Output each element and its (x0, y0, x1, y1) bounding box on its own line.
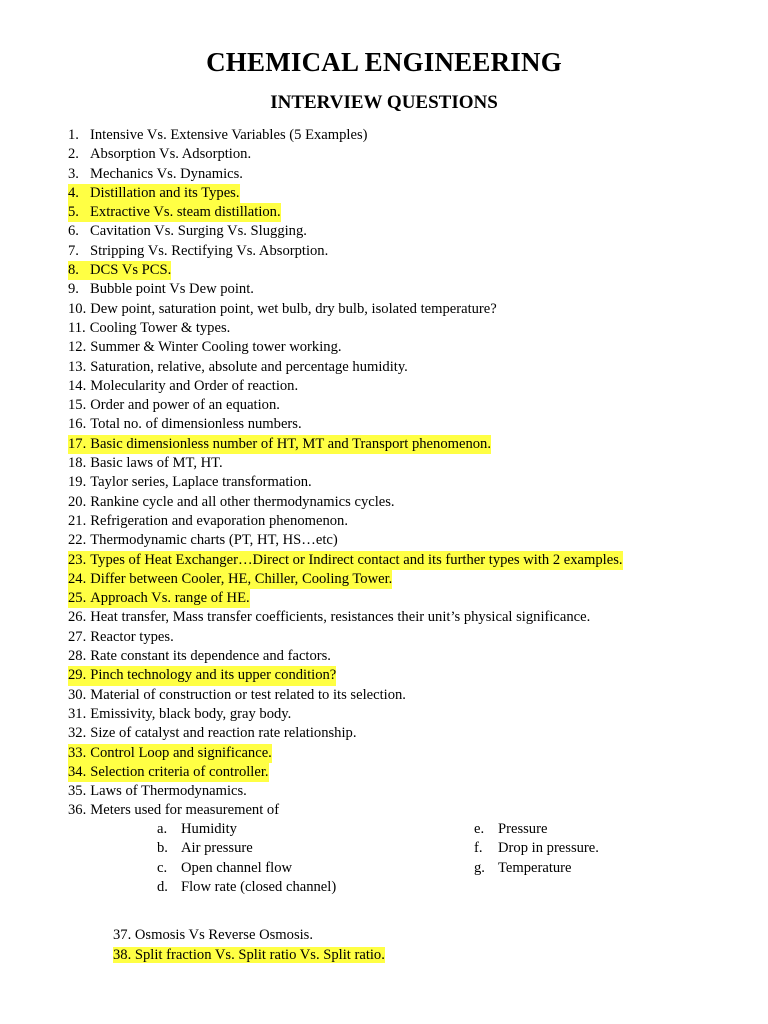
question-line (68, 300, 497, 319)
question-number: 24. (68, 570, 86, 589)
question-text: Control Loop and significance. (90, 744, 272, 761)
question-line (68, 338, 342, 357)
question-line (68, 589, 250, 608)
question-text: Dew point, saturation point, wet bulb, dry bulb, isolated temperature? (90, 300, 497, 317)
question-number: 26. (68, 609, 87, 626)
sublist-letter: g. (474, 859, 485, 876)
question-text: Thermodynamic charts (PT, HT, HS…etc) (90, 532, 338, 549)
question-line (68, 165, 243, 184)
sublist-item (474, 839, 599, 858)
question-number: 7. (68, 242, 79, 259)
question-number: 8. (68, 261, 90, 280)
question-text: Basic dimensionless number of HT, MT and Transport phenomenon. (90, 435, 492, 452)
question-line (68, 493, 395, 512)
question-line (68, 628, 174, 647)
question-text: Size of catalyst and reaction rate relationship. (90, 725, 357, 742)
sublist-letter: f. (474, 840, 483, 857)
question-text: Saturation, relative, absolute and percentage humidity. (90, 358, 408, 375)
question-line (68, 261, 171, 280)
question-text: Basic laws of MT, HT. (90, 455, 223, 472)
sublist-text: Air pressure (181, 840, 253, 857)
question-number: 6. (68, 223, 79, 240)
question-text: Molecularity and Order of reaction. (90, 377, 299, 394)
sublist-letter: e. (474, 821, 485, 837)
question-line (68, 145, 251, 164)
question-item (68, 512, 748, 531)
question-text: Refrigeration and evaporation phenomenon. (90, 512, 348, 529)
question-number: 34. (68, 763, 86, 782)
question-item (68, 242, 748, 261)
question-line (68, 551, 623, 570)
question-text: Emissivity, black body, gray body. (90, 705, 292, 722)
question-line (68, 280, 254, 299)
question-line (68, 358, 408, 377)
question-text: 37. Osmosis Vs Reverse Osmosis. (113, 927, 314, 943)
question-item (68, 473, 748, 492)
question-item (68, 222, 748, 241)
question-line (68, 184, 240, 203)
question-item (68, 165, 748, 184)
sublist-item (157, 839, 253, 858)
question-text: Order and power of an equation. (90, 397, 280, 414)
question-item (68, 184, 748, 203)
question-number: 35. (68, 783, 87, 800)
question-item (68, 570, 748, 589)
question-line (68, 512, 348, 531)
question-line (68, 782, 247, 801)
question-number: 9. (68, 281, 79, 298)
question-item (68, 666, 748, 685)
question-number: 20. (68, 493, 87, 510)
sublist-letter: c. (157, 859, 168, 876)
question-line (68, 801, 279, 820)
question-number: 3. (68, 165, 79, 182)
question-number: 33. (68, 744, 86, 763)
question-item (68, 724, 748, 743)
question-text: Taylor series, Laplace transformation. (90, 474, 312, 491)
question-item (68, 686, 748, 705)
question-number: 2. (68, 146, 79, 163)
question-number: 16. (68, 416, 87, 433)
question-number: 1. (68, 127, 79, 143)
question-line (68, 222, 307, 241)
question-number: 27. (68, 628, 87, 645)
sublist-item (157, 878, 336, 897)
question-line (68, 203, 281, 222)
question-item (68, 551, 748, 570)
question-item (68, 608, 748, 627)
sublist-letter: a. (157, 821, 168, 837)
question-text: 38. Split fraction Vs. Split ratio Vs. Split ratio. (113, 946, 385, 963)
question-text: Laws of Thermodynamics. (90, 783, 247, 800)
question-item (113, 926, 313, 945)
question-text: Differ between Cooler, HE, Chiller, Cooling Tower. (90, 570, 393, 587)
sublist-letter: b. (157, 840, 168, 857)
question-item (68, 589, 748, 608)
sublist-text: Open channel flow (181, 859, 293, 876)
question-line (68, 763, 269, 782)
question-number: 11. (68, 319, 86, 336)
question-item (68, 358, 748, 377)
question-number: 28. (68, 648, 87, 665)
question-item (68, 647, 748, 666)
question-text: Summer & Winter Cooling tower working. (90, 339, 342, 356)
question-line (68, 744, 272, 763)
document-title: CHEMICAL ENGINEERING (206, 47, 562, 77)
question-item (68, 145, 748, 164)
question-line (68, 454, 223, 473)
question-number: 29. (68, 666, 86, 685)
sublist-item (157, 859, 292, 878)
question-item (68, 801, 748, 820)
question-text: Cooling Tower & types. (89, 319, 231, 336)
question-text: Meters used for measurement of (90, 802, 280, 819)
question-line (68, 377, 298, 396)
sublist-item (474, 820, 547, 839)
question-item (68, 126, 748, 145)
question-line (68, 126, 368, 145)
question-text: Material of construction or test related to its selection. (90, 686, 406, 703)
question-text: Heat transfer, Mass transfer coefficients, resistances their unit’s physical significance. (90, 609, 591, 626)
question-text: DCS Vs PCS. (90, 262, 172, 279)
question-list (68, 126, 748, 821)
question-number: 18. (68, 455, 87, 472)
question-text: Cavitation Vs. Surging Vs. Slugging. (90, 223, 307, 240)
question-text: Approach Vs. range of HE. (90, 590, 250, 607)
question-number: 5. (68, 203, 90, 222)
question-item (68, 628, 748, 647)
question-text: Selection criteria of controller. (90, 763, 269, 780)
question-number: 22. (68, 532, 87, 549)
question-item (68, 415, 748, 434)
question-item (68, 280, 748, 299)
sublist-text: Temperature (498, 859, 572, 876)
question-item (68, 203, 748, 222)
question-number: 25. (68, 589, 86, 608)
question-item (68, 531, 748, 550)
question-line (68, 647, 331, 666)
sublist-text: Drop in pressure. (498, 840, 599, 857)
sublist-item (474, 859, 572, 878)
question-item (68, 763, 748, 782)
question-line (68, 531, 338, 550)
question-line (68, 415, 302, 434)
question-number: 21. (68, 512, 87, 529)
question-text: Types of Heat Exchanger…Direct or Indirect contact and its further types with 2 examples. (90, 551, 623, 568)
question-number: 4. (68, 184, 90, 203)
question-text: Stripping Vs. Rectifying Vs. Absorption. (90, 242, 329, 259)
question-line (68, 473, 312, 492)
sublist-text: Flow rate (closed channel) (181, 878, 337, 895)
question-number: 14. (68, 377, 87, 394)
question-text: Total no. of dimensionless numbers. (90, 416, 302, 433)
question-number: 30. (68, 686, 87, 703)
question-item (68, 435, 748, 454)
question-item (68, 377, 748, 396)
question-text: Pinch technology and its upper condition? (90, 667, 337, 684)
question-item (68, 493, 748, 512)
question-line (68, 570, 392, 589)
question-text: Rate constant its dependence and factors. (90, 648, 331, 665)
question-item (68, 782, 748, 801)
question-text: Rankine cycle and all other thermodynamics cycles. (90, 493, 395, 510)
question-text: Extractive Vs. steam distillation. (90, 204, 281, 221)
question-text: Distillation and its Types. (90, 184, 240, 201)
question-line (68, 608, 590, 627)
question-number: 32. (68, 725, 87, 742)
question-item (68, 744, 748, 763)
question-line (68, 319, 230, 338)
question-item (68, 319, 748, 338)
question-item (68, 705, 748, 724)
question-number: 13. (68, 358, 87, 375)
document-subtitle: INTERVIEW QUESTIONS (270, 92, 498, 113)
question-text: Absorption Vs. Adsorption. (90, 146, 252, 163)
question-number: 31. (68, 705, 87, 722)
question-text: Mechanics Vs. Dynamics. (90, 165, 243, 182)
question-line (68, 705, 291, 724)
question-text: Bubble point Vs Dew point. (90, 281, 254, 298)
question-text: Reactor types. (90, 628, 174, 645)
question-number: 19. (68, 474, 87, 491)
question-line (68, 242, 328, 261)
question-line (68, 435, 491, 454)
question-number: 23. (68, 551, 86, 570)
question-item (113, 946, 385, 965)
sublist-text: Pressure (498, 821, 548, 837)
question-item (68, 300, 748, 319)
question-number: 15. (68, 397, 87, 414)
sublist-text: Humidity (181, 821, 237, 837)
question-number: 10. (68, 300, 87, 317)
question-item (68, 454, 748, 473)
question-line (68, 396, 280, 415)
question-item (68, 338, 748, 357)
sublist-item (157, 820, 237, 839)
question-item (68, 396, 748, 415)
question-line (68, 686, 406, 705)
question-text: Intensive Vs. Extensive Variables (5 Examples) (90, 127, 368, 143)
question-number: 12. (68, 339, 87, 356)
question-number: 36. (68, 802, 87, 819)
question-item (68, 261, 748, 280)
question-number: 17. (68, 435, 86, 454)
question-line (68, 666, 336, 685)
question-line (68, 724, 356, 743)
sublist-letter: d. (157, 878, 168, 895)
